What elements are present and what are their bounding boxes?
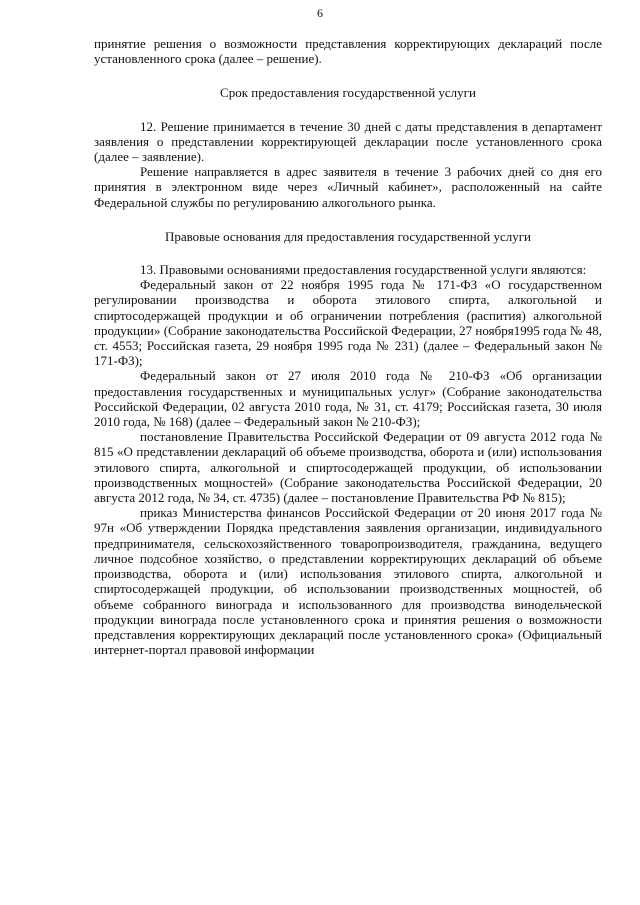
document-body [94, 36, 602, 657]
paragraph-intro: принятие решения о возможности представления корректирующих деклараций после установленного срока (далее – решение). [94, 36, 602, 67]
legal-item-210fz: Федеральный закон от 27 июля 2010 года № 210-ФЗ «Об организации предоставления государственных и муниципальных услуг» (Собрание законодательства Российской Федерации, 02 августа 2010 года, № 31, ст. 4179; Российская газета, 30 июля 2010 года, № 168) (далее – Федеральный закон № 210-ФЗ); [94, 368, 602, 430]
page-number: 6 [317, 6, 323, 20]
legal-item-171fz: Федеральный закон от 22 ноября 1995 года № 171-ФЗ «О государственном регулировании производства и оборота этилового спирта, алкогольной и спиртосодержащей продукции и об ограничении потребления (распития) алкогольной продукции» (Собрание законодательства Российской Федерации, 27 ноября1995 года № 48, ст. 4553; Российская газета, 29 ноября 1995 года № 231) (далее – Федеральный закон № 171-ФЗ); [94, 277, 602, 369]
paragraph-12-decision-sent: Решение направляется в адрес заявителя в течение 3 рабочих дней со дня его принятия в электронном виде через «Личный кабинет», расположенный на сайте Федеральной службы по регулированию алкогольного рынка. [94, 164, 602, 210]
section-heading-term: Срок предоставления государственной услуги [220, 85, 476, 101]
paragraph-12: 12. Решение принимается в течение 30 дней с даты представления в департамент заявления о представлении корректирующей декларации после установленного срока (далее – заявление). [94, 118, 602, 165]
legal-item-decree-815: постановление Правительства Российской Федерации от 09 августа 2012 года № 815 «О представлении деклараций об объеме производства, оборота и (или) использования этилового спирта, алкогольной и спиртосодержащей продукции, об использовании производственных мощностей» (Собрание законодательства Российской Федерации, 20 августа 2012 года, № 34, ст. 4735) (далее – постановление Правительства РФ № 815); [94, 429, 602, 506]
section-heading-legal-basis: Правовые основания для предоставления государственной услуги [164, 228, 532, 244]
paragraph-13: 13. Правовыми основаниями предоставления государственной услуги являются: [140, 262, 587, 278]
legal-item-order-97n: приказ Министерства финансов Российской Федерации от 20 июня 2017 года № 97н «Об утверждении Порядка представления заявления организации, индивидуального предпринимателя, сельскохозяйственного товаропроизводителя, гражданина, ведущего личное подсобное хозяйство, о представлении корректирующих деклараций об объеме производства, оборота и (или) использования этилового спирта, алкогольной и спиртосодержащей продукции, об использовании производственных мощностей, об объеме собранного винограда и использованного для производства винодельческой продукции винограда после установленного срока и принятия решения о возможности представления корректирующих деклараций после установленного срока» (Официальный интернет-портал правовой информации [94, 505, 602, 658]
